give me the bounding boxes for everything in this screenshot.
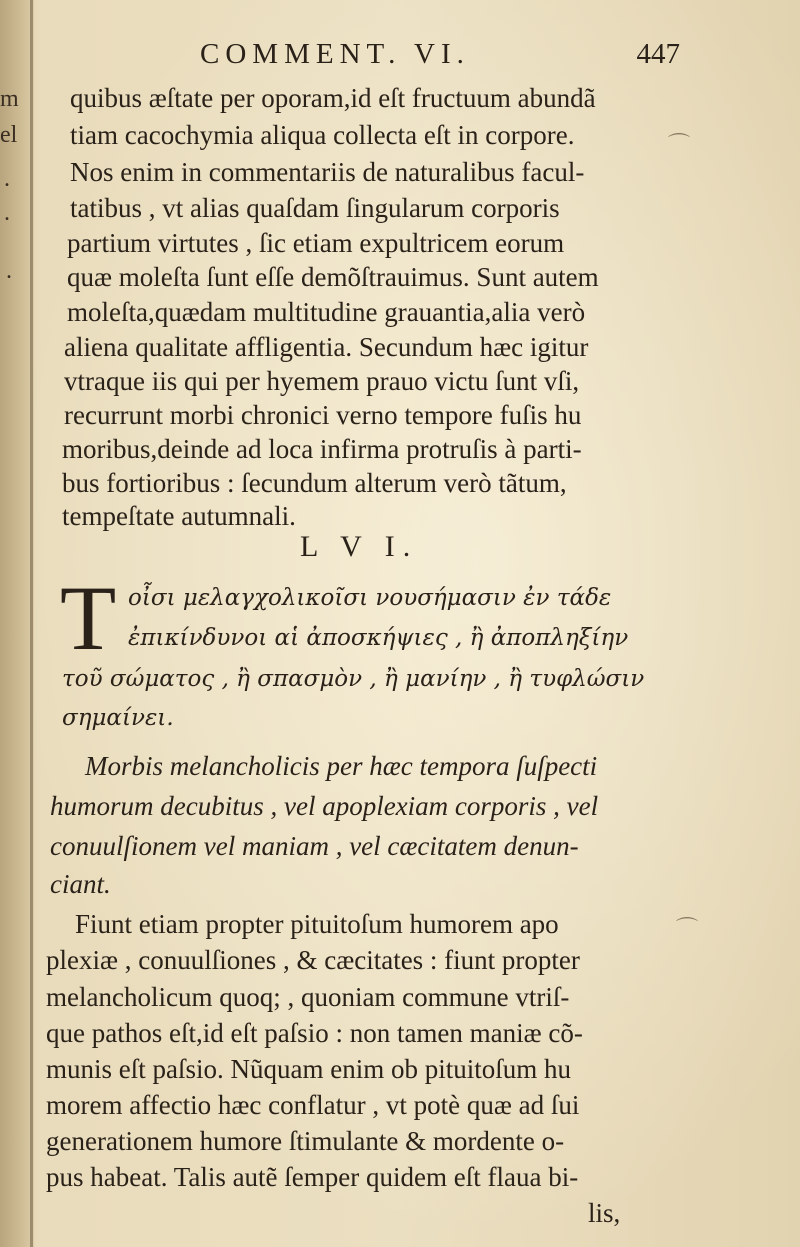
greek-line: οἶσι μελαγχολικοῖσι νουσήμασιν ἐν τάδε	[128, 585, 612, 611]
page-number: 447	[636, 38, 680, 70]
text-line: munis eſt paſsio. Nũquam enim ob pituitoſum hu	[46, 1054, 571, 1084]
text-line: tiam cacochymia aliqua collecta eſt in corpore.	[70, 120, 575, 150]
text-line: aliena qualitate affligentia. Secundum hæc igitur	[64, 332, 589, 362]
section-heading: L V I.	[300, 530, 419, 563]
margin-fragment: .	[4, 166, 10, 192]
text-line: tempeſtate autumnali.	[62, 501, 296, 531]
bleed-through-mark: ⌒	[676, 916, 699, 941]
page-header	[200, 38, 680, 82]
running-title: COMMENT. VI.	[200, 38, 470, 70]
text-line: pus habeat. Talis autẽ ſemper quidem eſt flaua bi-	[46, 1162, 579, 1192]
margin-fragment: el	[0, 122, 18, 148]
text-line: moleſta,quædam multitudine grauantia,alia verò	[67, 297, 586, 327]
text-line: moribus,deinde ad loca infirma protruſis à parti-	[62, 434, 582, 464]
margin-fragment: m	[0, 86, 19, 112]
translation-line: Morbis melancholicis per hæc tempora ſuſpecti	[85, 751, 598, 781]
text-line: partium virtutes , ſic etiam expultricem eorum	[67, 228, 565, 258]
margin-fragment: .	[4, 200, 10, 226]
translation-line: conuulſionem vel maniam , vel cæcitatem denun-	[50, 831, 579, 861]
greek-line: σημαίνει.	[62, 705, 174, 731]
text-line: plexiæ , conuulſiones , & cæcitates : fiunt propter	[46, 945, 580, 975]
bleed-through-mark: ⌒	[668, 132, 691, 157]
text-line: Nos enim in commentariis de naturalibus facul-	[70, 157, 585, 187]
margin-fragment: .	[6, 258, 12, 284]
text-line: bus fortioribus : ſecundum alterum verò tãtum,	[62, 468, 567, 498]
text-line: quæ moleſta ſunt eſſe demõſtrauimus. Sunt autem	[67, 262, 599, 292]
text-line: generationem humore ſtimulante & mordente o-	[46, 1126, 565, 1156]
text-line: melancholicum quoq; , quoniam commune vtriſ-	[46, 982, 570, 1012]
text-line: quibus æſtate per oporam,id eſt fructuum abundã	[70, 83, 596, 113]
gutter-shadow	[30, 0, 33, 1247]
text-line: tatibus , vt alias quaſdam ſingularum corporis	[70, 193, 560, 223]
text-line: que pathos eſt,id eſt paſsio : non tamen maniæ cõ-	[46, 1018, 583, 1048]
text-line: recurrunt morbi chronici verno tempore fuſis hu	[64, 400, 582, 430]
text-line: vtraque iis qui per hyemem prauo victu ſunt vſi,	[64, 366, 580, 396]
drop-cap: T	[60, 567, 117, 669]
translation-line: ciant.	[50, 869, 111, 899]
translation-line: humorum decubitus , vel apoplexiam corporis , vel	[50, 791, 599, 821]
text-line: morem affectio hæc conflatur , vt potè quæ ad ſui	[46, 1090, 580, 1120]
catchword: lis,	[588, 1198, 621, 1228]
greek-line: ἐπικίνδυνοι αἱ ἀποσκήψιες , ἢ ἀποπληξίην	[128, 625, 629, 651]
greek-line: τοῦ σώματος , ἢ σπασμὸν , ἢ μανίην , ἢ τυφλώσιν	[62, 666, 645, 692]
text-line: Fiunt etiam propter pituitoſum humorem apo	[75, 909, 559, 939]
